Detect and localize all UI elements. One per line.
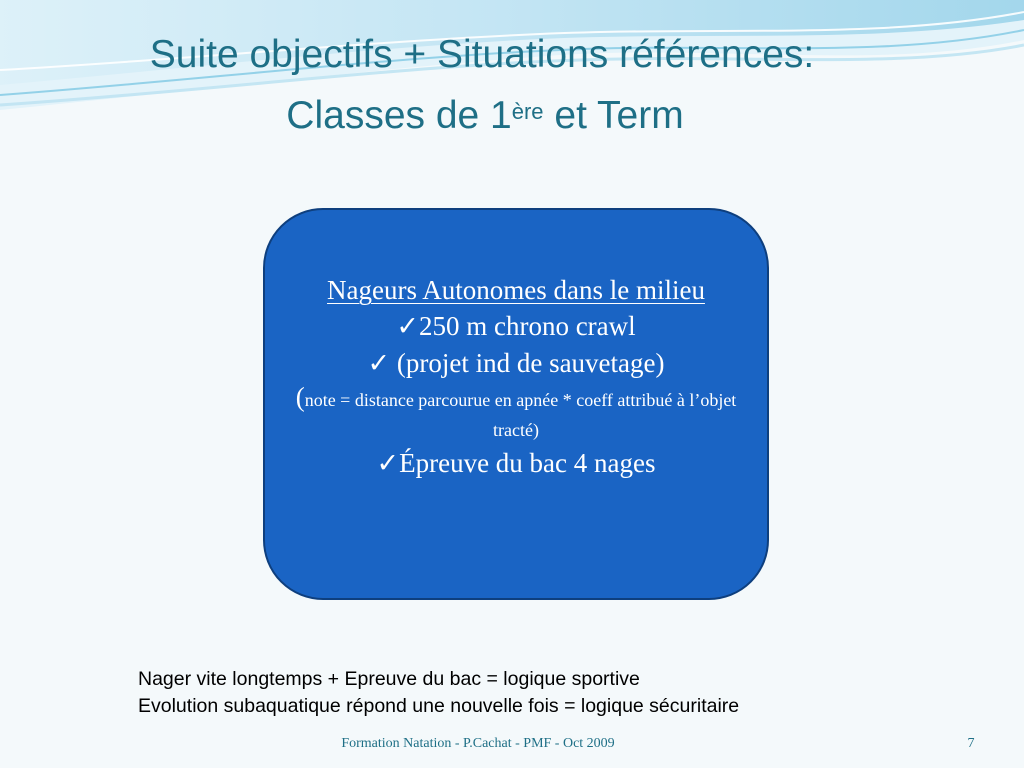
page-number: 7 (967, 736, 975, 751)
check-icon: ✓ (376, 448, 400, 478)
title-line-2-superscript: ère (511, 99, 544, 124)
caption-line-1: Nager vite longtemps + Epreuve du bac = logique sportive (138, 668, 640, 690)
objective-item-3-text: Épreuve du bac 4 nages (399, 448, 656, 478)
caption-text (138, 666, 739, 720)
objective-item-2-text: (projet ind de sauvetage) (390, 348, 665, 378)
note-open-paren: ( (295, 382, 305, 412)
objective-item-3 (265, 445, 767, 482)
box-heading: Nageurs Autonomes dans le milieu (327, 275, 705, 305)
check-icon: ✓ (396, 311, 419, 341)
caption-line-2: Evolution subaquatique répond une nouvelle fois = logique sécuritaire (138, 695, 740, 717)
slide-title-line-1: Suite objectifs + Situations références: (149, 33, 815, 76)
title-line-2-suffix: et Term (543, 94, 684, 137)
title-line-2-text: Classes de 1 (286, 94, 512, 137)
objective-item-1-text: 250 m chrono crawl (418, 311, 636, 341)
check-icon: ✓ (367, 348, 391, 378)
slide-title-line-2 (0, 94, 997, 138)
objectives-box (263, 208, 769, 600)
objective-item-1 (265, 308, 767, 345)
footer-text: Formation Natation - P.Cachat - PMF - Oct 2009 (341, 736, 615, 751)
note-text: note = distance parcourue en apnée * coeff attribué à l’objet tracté) (304, 390, 737, 440)
objective-item-2 (265, 345, 767, 382)
objective-note (265, 382, 767, 445)
